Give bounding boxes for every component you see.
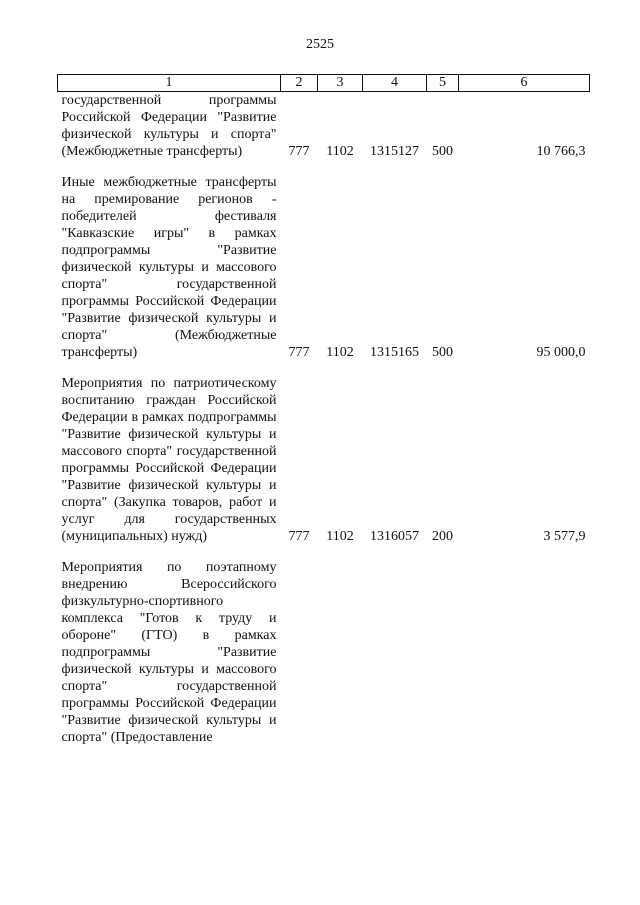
page-number: 2525 <box>306 37 334 52</box>
table-row <box>58 160 590 361</box>
column-header-6: 6 <box>459 75 590 92</box>
row-expense-type: 500 <box>432 345 453 360</box>
row-description: Иные межбюджетные трансферты на премирование регионов - победителей фестиваля "Кавказские игры" в рамках подпрограммы "Развитие физической культуры и массового спорта" государственной программы Российской Федерации "Развитие физической культуры и спорта" (Межбюджетные трансферты) <box>61 175 277 360</box>
row-amount: 95 000,0 <box>536 345 586 360</box>
column-header-3: 3 <box>318 75 363 92</box>
row-section-code: 1102 <box>326 529 354 544</box>
row-ministry-code: 777 <box>288 345 310 360</box>
row-ministry-code <box>281 545 318 746</box>
table-row <box>58 361 590 545</box>
budget-table <box>57 74 590 746</box>
column-header-4: 4 <box>363 75 427 92</box>
table-header-row <box>58 75 590 92</box>
row-section-code <box>318 545 363 746</box>
row-description: Мероприятия по патриотическому воспитанию граждан Российской Федерации в рамках подпрограммы "Развитие физической культуры и массового спорта" государственной программы Российской Федерации "Развитие физической культуры и спорта" (Закупка товаров, работ и услуг для государственных (муниципальных) нужд) <box>61 376 277 544</box>
row-target-article: 1315165 <box>370 345 419 360</box>
row-expense-type: 500 <box>432 144 453 159</box>
row-target-article <box>363 545 427 746</box>
row-target-article: 1315127 <box>370 144 419 159</box>
column-header-5: 5 <box>427 75 459 92</box>
column-header-1: 1 <box>58 75 281 92</box>
row-expense-type <box>427 545 459 746</box>
row-description: государственной программы Российской Федерации "Развитие физической культуры и спорта" (Межбюджетные трансферты) <box>61 93 277 159</box>
row-section-code: 1102 <box>326 144 354 159</box>
row-amount <box>459 545 590 746</box>
table-row <box>58 545 590 746</box>
row-target-article: 1316057 <box>370 529 419 544</box>
row-description: Мероприятия по поэтапному внедрению Всероссийского физкультурно-спортивного комплекса "Готов к труду и обороне" (ГТО) в рамках подпрограммы "Развитие физической культуры и массового спорта" государственной программы Российской Федерации "Развитие физической культуры и спорта" (Предоставление <box>61 560 277 745</box>
table-row <box>58 92 590 161</box>
row-expense-type: 200 <box>432 529 453 544</box>
row-ministry-code: 777 <box>288 144 310 159</box>
column-header-2: 2 <box>281 75 318 92</box>
row-ministry-code: 777 <box>288 529 310 544</box>
row-amount: 3 577,9 <box>543 529 586 544</box>
row-section-code: 1102 <box>326 345 354 360</box>
row-amount: 10 766,3 <box>536 144 586 159</box>
